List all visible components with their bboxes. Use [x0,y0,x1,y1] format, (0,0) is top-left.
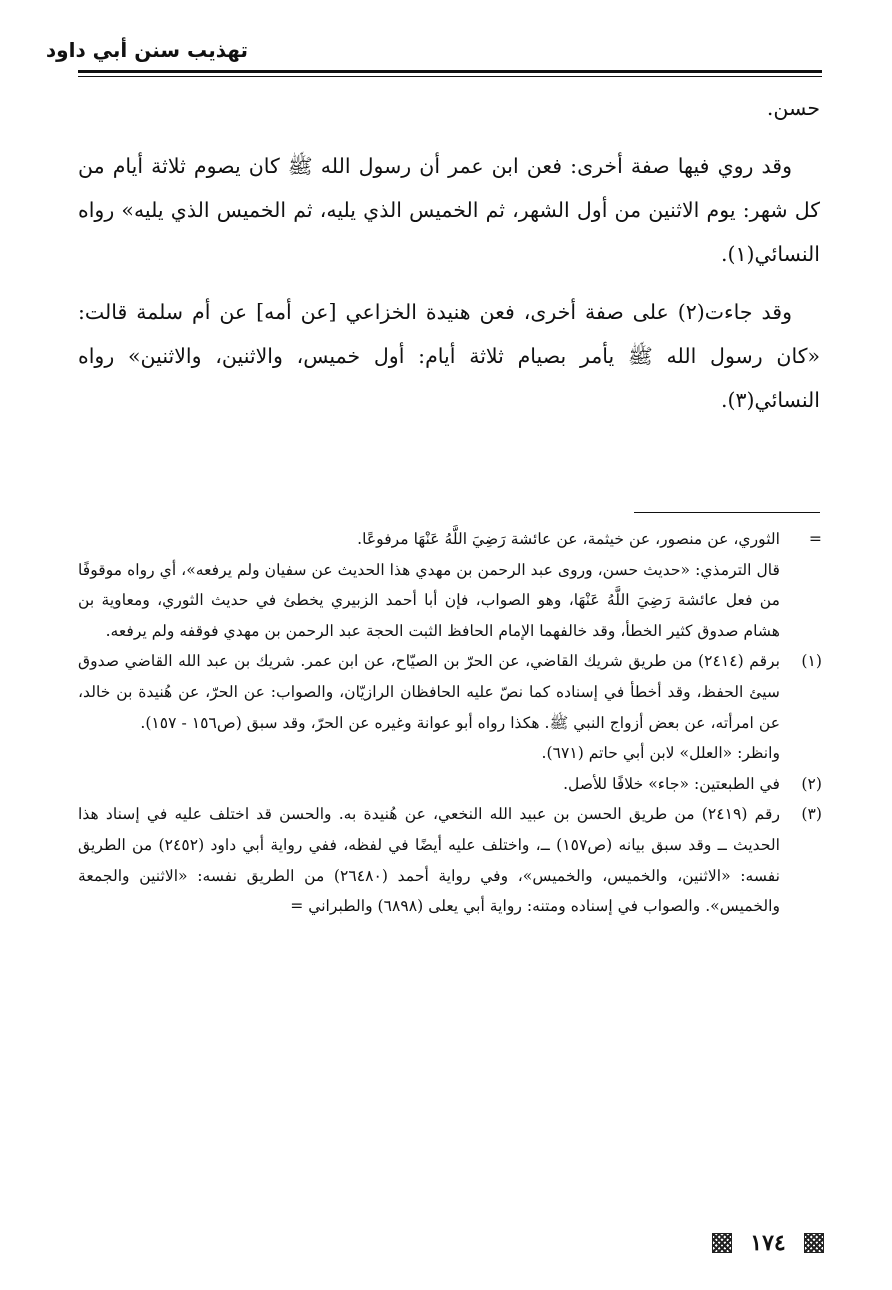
footnote-mark: = [808,530,822,548]
footnote-separator [634,512,820,513]
footnote-line: وانظر: «العلل» لابن أبي حاتم (٦٧١). [541,744,780,763]
footnote-line: في الطبعتين: «جاء» خلافًا للأصل. [563,774,780,793]
footnote-2 [78,769,822,800]
paragraph: وقد روي فيها صفة أخرى: فعن ابن عمر أن رسول الله ﷺ كان يصوم ثلاثة أيام من كل شهر: يوم الاثنين من أول الشهر، ثم الخميس الذي يليه، ثم الخميس الذي يليه» رواه النسائي(١). [78,154,820,266]
paragraph: حسن. [766,96,820,120]
footnote-line: الثوري، عن منصور، عن خيثمة، عن عائشة رَضِيَ اللَّهُ عَنْهَا مرفوعًا. [357,530,780,548]
header-rule-thin [78,76,822,77]
footnote-line: برقم (٢٤١٤) من طريق شريك القاضي، عن الحرّ بن الصيّاح، عن ابن عمر. شريك بن عبد الله القاضي صدوق سيئ الحفظ، وقد أخطأ في إسناده كما نصّ عليه الحافظان الرازيّان، والصواب: عن الحرّ، عن هُنيدة بن خالد، عن امرأته، عن بعض أزواج النبي ﷺ. هكذا رواه أبو عوانة وغيره عن الحرّ، وقد سبق (ص١٥٦ - ١٥٧). [78,652,780,732]
footnote-continuation [78,524,822,646]
page-number: ١٧٤ [750,1230,786,1256]
footnote-mark: (٢) [801,774,822,793]
ornament-left-icon [712,1233,732,1253]
ornament-right-icon [804,1233,824,1253]
page-number-block [712,1228,824,1258]
footnote-line: قال الترمذي: «حديث حسن، وروى عبد الرحمن بن مهدي هذا الحديث عن سفيان ولم يرفعه»، أي رواه موقوفًا من فعل عائشة رَضِيَ اللَّهُ عَنْهَا، وهو الصواب، فإن أبا أحمد الزبيري يخطئ في حديث الثوري، ومعاوية بن هشام صدوق كثير الخطأ، وقد خالفهما الإمام الحافظ الثبت الحجة عبد الرحمن بن مهدي فوقفه ولم يرفعه. [78,560,780,640]
paragraph: وقد جاءت(٢) على صفة أخرى، فعن هنيدة الخزاعي [عن أمه] عن أم سلمة قالت: «كان رسول الله ﷺ يأمر بصيام ثلاثة أيام: أول خميس، والاثنين، والاثنين» رواه النسائي(٣). [78,300,820,412]
footnote-line: رقم (٢٤١٩) من طريق الحسن بن عبيد الله النخعي، عن هُنيدة به. والحسن قد اختلف عليه في إسناد هذا الحديث ــ وقد سبق بيانه (ص١٥٧) ــ، واختلف عليه أيضًا في لفظه، ففي رواية أبي داود (٢٤٥٢) من الطريق نفسه: «الاثنين، والخميس، والخميس»، وفي رواية أحمد (٢٦٤٨٠) من الطريق نفسه: «الاثنين والجمعة والخميس». والصواب في إسناده ومتنه: رواية أبي يعلى (٦٨٩٨) والطبراني = [78,805,781,916]
header-rule-thick [78,70,822,73]
main-text [78,86,820,436]
footnote-1 [78,646,822,768]
footnotes [78,524,822,922]
footnote-3 [78,799,822,921]
footnote-mark: (١) [801,652,822,671]
running-header-title: تهذيب سنن أبي داود [45,38,248,62]
footnote-mark: (٣) [801,805,822,824]
